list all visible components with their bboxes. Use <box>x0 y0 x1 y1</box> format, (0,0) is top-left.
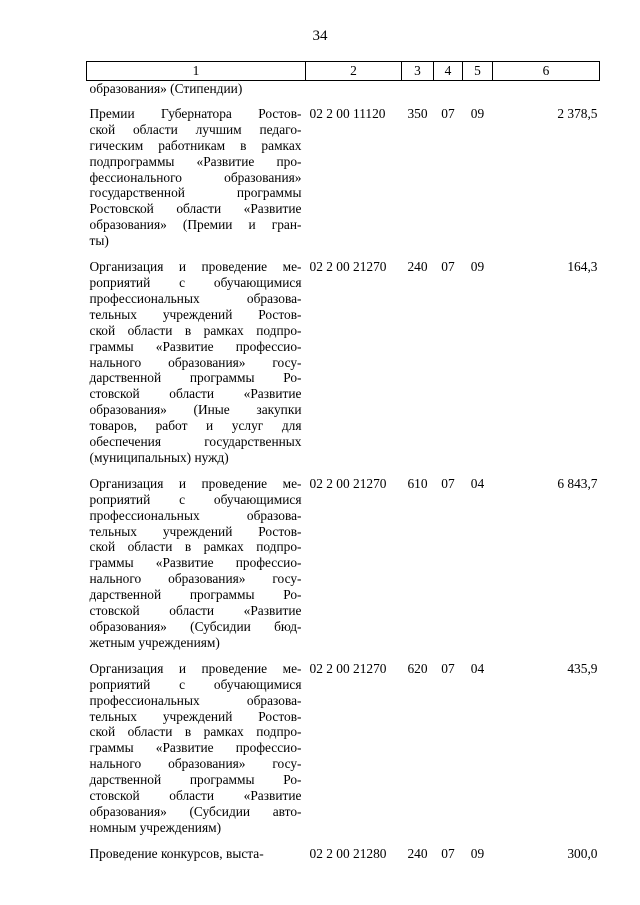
row-name-line: профессиональных образова- <box>89 290 302 306</box>
row-name-cell <box>87 846 306 872</box>
row-rz-cell: 07 <box>441 475 455 491</box>
row-name-cell <box>87 476 306 661</box>
row-name-line: Ростовской области «Развитие <box>89 201 302 217</box>
row-name-line: граммы «Развитие профессио- <box>89 555 302 571</box>
row-name-line: роприятий с обучающимися <box>89 491 302 507</box>
row-name-line: нального образования» госу- <box>89 756 302 772</box>
row-name-line: государственной программы <box>89 185 302 201</box>
header-row <box>87 62 600 81</box>
header-col-2: 2 <box>306 62 402 81</box>
row-name-line: фессионального образования» <box>89 169 302 185</box>
row-code-cell: 02 2 00 21270 <box>309 259 387 275</box>
table-row <box>87 661 600 846</box>
row-name-line: нального образования» госу- <box>89 354 302 370</box>
row-name-line: роприятий с обучающимися <box>89 274 302 290</box>
header-col-1: 1 <box>87 62 306 81</box>
row-name-cell <box>87 81 306 106</box>
table-row <box>87 81 600 106</box>
table-row <box>87 106 600 259</box>
row-vr-cell: 350 <box>407 105 428 121</box>
row-amount-cell: 435,9 <box>567 660 598 676</box>
table-row <box>87 259 600 476</box>
row-pr-cell: 09 <box>470 259 485 275</box>
row-name-cell <box>87 661 306 846</box>
table-header <box>87 62 600 81</box>
row-name-line: образования» (Субсидии авто- <box>89 803 302 819</box>
row-amount-cell: 6 843,7 <box>557 475 598 491</box>
row-name-line: жетным учреждениям) <box>89 634 220 650</box>
row-rz-cell: 07 <box>441 660 455 676</box>
row-name-line: стовской области «Развитие <box>89 386 302 402</box>
row-name-line: граммы «Развитие профессио- <box>89 338 302 354</box>
row-pr-cell: 04 <box>470 475 485 491</box>
row-name-line: тельных учреждений Ростов- <box>89 523 302 539</box>
row-name-line: (муниципальных) нужд) <box>89 449 229 465</box>
row-name-line: стовской области «Развитие <box>89 603 302 619</box>
table-row <box>87 476 600 661</box>
header-col-4: 4 <box>434 62 463 81</box>
row-name-line: роприятий с обучающимися <box>89 676 302 692</box>
row-amount-cell: 164,3 <box>567 259 598 275</box>
row-name-line: дарственной программы Ро- <box>89 370 302 386</box>
row-name-line: образования» (Стипендии) <box>89 81 243 96</box>
row-name-line: образования» (Иные закупки <box>89 402 302 418</box>
row-rz-cell: 07 <box>441 259 455 275</box>
row-name-line: образования» (Субсидии бюд- <box>89 619 302 634</box>
row-name-line: профессиональных образова- <box>89 692 302 708</box>
row-code-cell <box>306 81 402 106</box>
row-name-line: стовской области «Развитие <box>89 788 302 804</box>
budget-table <box>86 61 600 872</box>
row-name-line: обеспечения государственных <box>89 434 302 450</box>
row-name-line: гическим работникам в рамках <box>89 137 302 153</box>
table-body <box>87 81 600 872</box>
row-vr-cell: 610 <box>407 475 428 491</box>
row-pr-cell: 09 <box>470 845 485 861</box>
row-vr-cell: 240 <box>407 259 428 275</box>
row-name-line: дарственной программы Ро- <box>89 772 302 788</box>
row-name-line: Организация и проведение ме- <box>89 475 302 491</box>
row-pr-cell <box>463 81 493 106</box>
row-name-line: ской области в рамках подпро- <box>89 322 302 338</box>
row-amount-cell: 2 378,5 <box>557 105 598 121</box>
row-name-line: номным учреждениям) <box>89 819 222 835</box>
row-code-cell: 02 2 00 21280 <box>309 845 387 861</box>
row-name-line: ты) <box>89 233 109 249</box>
row-amount-cell <box>493 81 600 106</box>
row-rz-cell <box>434 81 463 106</box>
row-name-cell <box>87 259 306 476</box>
row-vr-cell <box>402 81 434 106</box>
row-name-line: тельных учреждений Ростов- <box>89 306 302 322</box>
row-name-line: Проведение конкурсов, выста- <box>89 845 264 861</box>
row-name-line: ской области в рамках подпро- <box>89 724 302 740</box>
row-amount-cell: 300,0 <box>567 845 598 861</box>
row-name-line: нального образования» госу- <box>89 571 302 587</box>
header-col-3: 3 <box>402 62 434 81</box>
header-col-6: 6 <box>493 62 600 81</box>
row-name-line: товаров, работ и услуг для <box>89 418 302 434</box>
row-pr-cell: 04 <box>470 660 485 676</box>
row-code-cell: 02 2 00 21270 <box>309 660 387 676</box>
row-vr-cell: 240 <box>407 845 428 861</box>
page-number: 34 <box>312 28 328 44</box>
row-code-cell: 02 2 00 11120 <box>309 105 386 121</box>
header-col-5: 5 <box>463 62 493 81</box>
row-name-line: Премии Губернатора Ростов- <box>89 105 302 121</box>
row-name-line: образования» (Премии и гран- <box>89 217 302 233</box>
row-name-line: дарственной программы Ро- <box>89 587 302 603</box>
row-code-cell: 02 2 00 21270 <box>309 475 387 491</box>
row-name-line: ской области в рамках подпро- <box>89 539 302 555</box>
row-name-line: подпрограммы «Развитие про- <box>89 153 302 169</box>
row-name-line: тельных учреждений Ростов- <box>89 708 302 724</box>
row-vr-cell: 620 <box>407 660 428 676</box>
table-row <box>87 846 600 872</box>
row-pr-cell: 09 <box>470 105 485 121</box>
row-name-line: Организация и проведение ме- <box>89 259 302 275</box>
row-name-line: Организация и проведение ме- <box>89 660 302 676</box>
row-rz-cell: 07 <box>441 845 455 861</box>
row-rz-cell: 07 <box>441 105 455 121</box>
row-name-line: ской области лучшим педаго- <box>89 121 302 137</box>
row-name-cell <box>87 106 306 259</box>
row-name-line: профессиональных образова- <box>89 507 302 523</box>
row-name-line: граммы «Развитие профессио- <box>89 740 302 756</box>
